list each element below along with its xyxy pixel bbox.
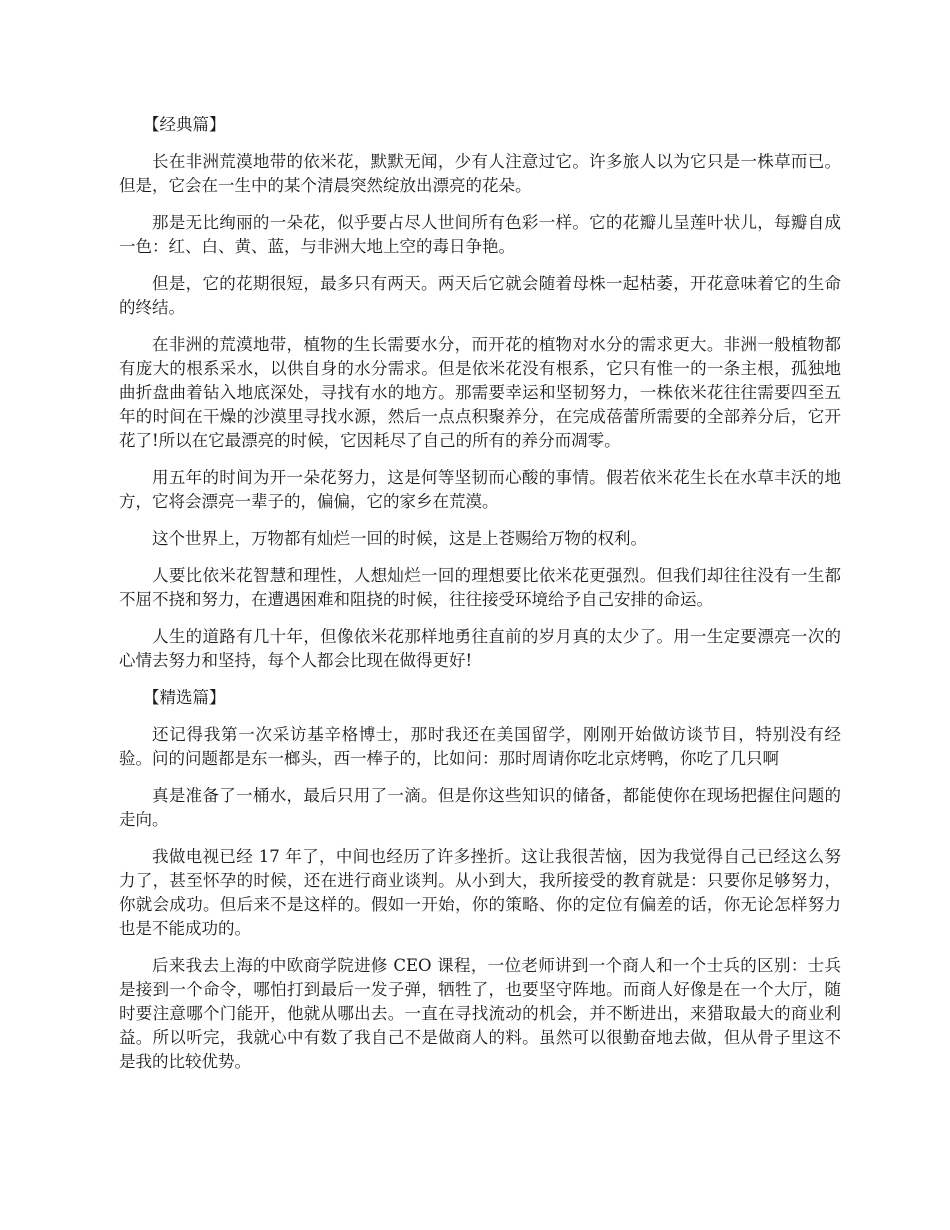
section-heading-selected: 【精选篇】: [143, 688, 226, 707]
section-heading-classic: 【经典篇】: [143, 115, 226, 134]
paragraph: 人生的道路有几十年，但像依米花那样地勇往直前的岁月真的太少了。用一生定要漂亮一次的心情去努力和坚持，每个人都会比现在做得更好!: [119, 627, 841, 670]
paragraph: 长在非洲荒漠地带的依米花，默默无闻，少有人注意过它。许多旅人以为它只是一株草而已。但是，它会在一生中的某个清晨突然绽放出漂亮的花朵。: [119, 152, 841, 195]
paragraph: 那是无比绚丽的一朵花，似乎要占尽人世间所有色彩一样。它的花瓣儿呈莲叶状儿，每瓣自成一色：红、白、黄、蓝，与非洲大地上空的毒日争艳。: [119, 213, 841, 256]
paragraph: 真是准备了一桶水，最后只用了一滴。但是你这些知识的储备，都能使你在现场把握住问题的走向。: [119, 786, 841, 829]
paragraph: 但是，它的花期很短，最多只有两天。两天后它就会随着母株一起枯萎，开花意味着它的生命的终结。: [119, 274, 841, 317]
paragraph: 还记得我第一次采访基辛格博士，那时我还在美国留学，刚刚开始做访谈节目，特别没有经验。问的问题都是东一榔头，西一棒子的，比如问：那时周请你吃北京烤鸭，你吃了几只啊: [119, 725, 841, 768]
paragraph: 用五年的时间为开一朵花努力，这是何等坚韧而心酸的事情。假若依米花生长在水草丰沃的地方，它将会漂亮一辈子的，偏偏，它的家乡在荒漠。: [119, 468, 841, 511]
paragraph: 在非洲的荒漠地带，植物的生长需要水分，而开花的植物对水分的需求更大。非洲一般植物都有庞大的根系采水，以供自身的水分需求。但是依米花没有根系，它只有惟一的一条主根，孤独地曲折盘曲着钻入地底深处，寻找有水的地方。那需要幸运和坚韧努力，一株依米花往往需要四至五年的时间在干燥的沙漠里寻找水源，然后一点点积聚养分，在完成蓓蕾所需要的全部养分后，它开花了!所以在它最漂亮的时候，它因耗尽了自己的所有的养分而凋零。: [119, 335, 841, 450]
paragraph: 我做电视已经 17 年了，中间也经历了许多挫折。这让我很苦恼，因为我觉得自己已经这么努力了，甚至怀孕的时候，还在进行商业谈判。从小到大，我所接受的教育就是：只要你足够努力，你就会成功。但后来不是这样的。假如一开始，你的策略、你的定位有偏差的话，你无论怎样努力也是不能成功的。: [119, 847, 841, 938]
paragraph: 这个世界上，万物都有灿烂一回的时候，这是上苍赐给万物的权利。: [152, 529, 647, 548]
paragraph: 人要比依米花智慧和理性，人想灿烂一回的理想要比依米花更强烈。但我们却往往没有一生都不屈不挠和努力，在遭遇困难和阻挠的时候，往往接受环境给予自己安排的命运。: [119, 566, 841, 609]
paragraph: 后来我去上海的中欧商学院进修 CEO 课程，一位老师讲到一个商人和一个士兵的区别：士兵是接到一个命令，哪怕打到最后一发子弹，牺牲了，也要坚守阵地。而商人好像是在一个大厅，随时要注意哪个门能开，他就从哪出去。一直在寻找流动的机会，并不断进出，来猎取最大的商业利益。所以听完，我就心中有数了我自己不是做商人的料。虽然可以很勤奋地去做，但从骨子里这不是我的比较优势。: [119, 956, 841, 1071]
document-body: [119, 113, 841, 1087]
